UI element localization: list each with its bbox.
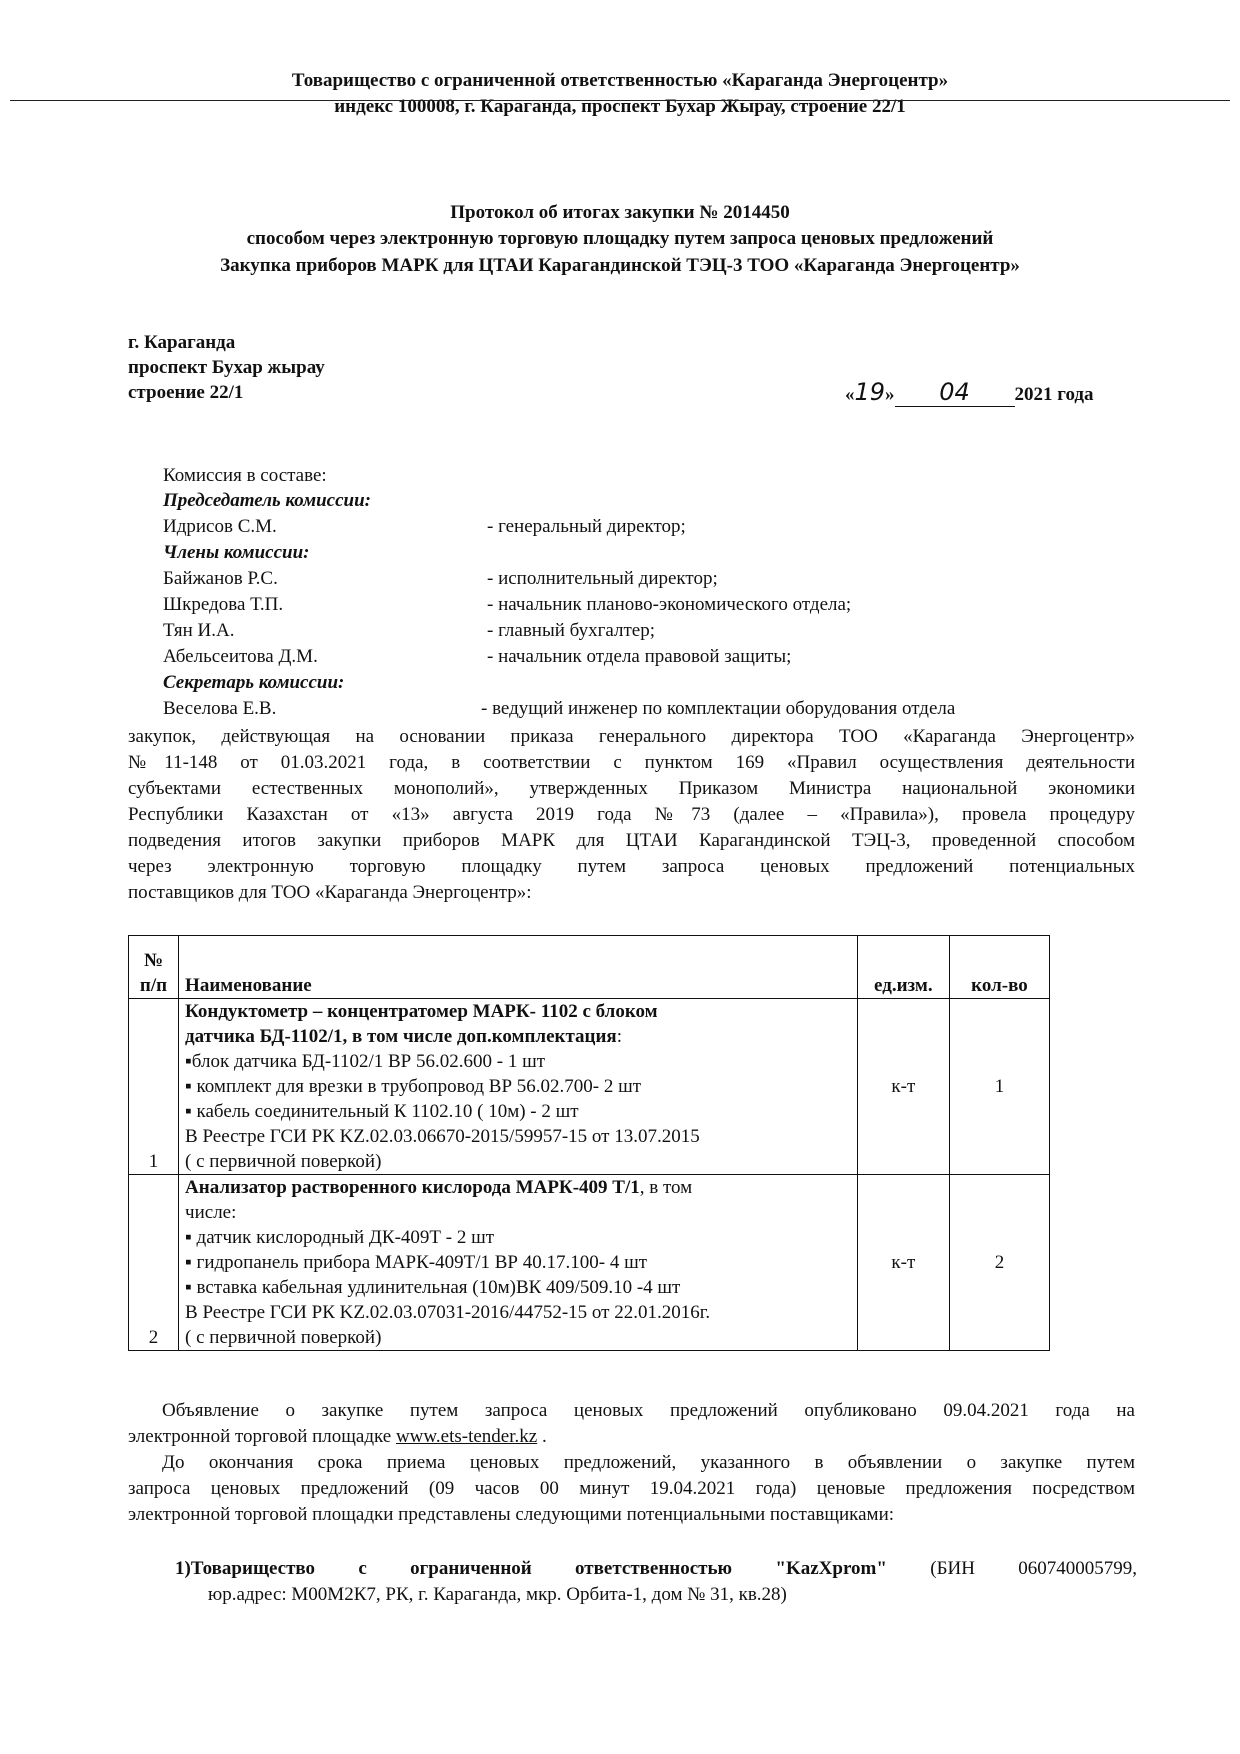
secretary-name: Веселова Е.В. xyxy=(163,698,277,719)
header-unit: ед.изм. xyxy=(857,936,949,999)
table-row xyxy=(129,999,1050,1175)
supplier-item xyxy=(175,1556,1137,1581)
chair-name: Идрисов С.М. xyxy=(163,516,277,537)
date-year: 2021 года xyxy=(1014,384,1094,405)
item-detail: ▪ датчик кислородный ДК-409Т - 2 шт xyxy=(185,1227,495,1248)
row-num: 2 xyxy=(129,1175,179,1351)
item-detail: ▪блок датчика БД-1102/1 ВР 56.02.600 - 1 шт xyxy=(185,1051,545,1072)
item-detail: ▪ комплект для врезки в трубопровод ВР 56.02.700- 2 шт xyxy=(185,1076,642,1097)
body-line: №11-148 от 01.03.2021 года, в соответствии с пунктом 169 «Правил осуществления деятельности xyxy=(128,752,1135,773)
chair-role: - генеральный директор; xyxy=(487,516,686,537)
body-line: через электронную торговую площадку путем запроса ценовых предложений потенциальных xyxy=(128,856,1135,877)
member-name: Абельсеитова Д.М. xyxy=(163,646,318,667)
deadline-line: До окончания срока приема ценовых предложений, указанного в объявлении о закупке путем xyxy=(162,1452,1135,1473)
item-title-tail: , в том xyxy=(639,1177,693,1198)
member-name: Шкредова Т.П. xyxy=(163,594,284,615)
item-detail: ( с первичной поверкой) xyxy=(185,1151,382,1172)
member-name: Байжанов Р.С. xyxy=(163,568,278,589)
body-line: субъектами естественных монополий», утвержденных Приказом Министра национальной экономики xyxy=(128,778,1135,799)
body-line: подведения итогов закупки приборов МАРК для ЦТАИ Карагандинской ТЭЦ-3, проведенной способом xyxy=(128,830,1135,851)
body-line: закупок, действующая на основании приказа генерального директора ТОО «Караганда Энергоцентр» xyxy=(128,726,1135,747)
date-day: 19 xyxy=(854,378,886,406)
announcement-line: электронной торговой площадке www.ets-tender.kz . xyxy=(128,1426,547,1447)
header-name: Наименование xyxy=(179,936,858,999)
header-num: № п/п xyxy=(129,936,179,999)
row-qty: 1 xyxy=(949,999,1049,1175)
item-title: Кондуктометр – концентратомер МАРК- 1102 с блоком xyxy=(185,1001,658,1022)
table-row xyxy=(129,1175,1050,1351)
header-rule xyxy=(10,100,1230,101)
protocol-title: Протокол об итогах закупки № 2014450 xyxy=(450,202,790,223)
member-name: Тян И.А. xyxy=(163,620,235,641)
supplier-name: 1)Товарищество с ограниченной ответственностью "KazXprom" xyxy=(175,1558,887,1579)
item-detail: ▪ гидропанель прибора МАРК-409Т/1 ВР 40.17.100- 4 шт xyxy=(185,1252,648,1273)
row-num: 1 xyxy=(129,999,179,1175)
location-street: проспект Бухар жырау xyxy=(128,357,325,378)
protocol-date xyxy=(845,378,1094,407)
item-detail: В Реестре ГСИ РК KZ.02.03.07031-2016/44752-15 от 22.01.2016г. xyxy=(185,1302,711,1323)
row-name xyxy=(179,999,858,1175)
item-title-cont: датчика БД-1102/1, в том числе доп.комплектация xyxy=(185,1026,617,1047)
protocol-subject: Закупка приборов МАРК для ЦТАИ Карагандинской ТЭЦ-3 ТОО «Караганда Энергоцентр» xyxy=(220,255,1020,276)
company-header: Товарищество с ограниченной ответственностью «Караганда Энергоцентр» xyxy=(291,70,949,91)
header-qty: кол-во xyxy=(949,936,1049,999)
deadline-line: электронной торговой площадки представлены следующими потенциальными поставщиками: xyxy=(128,1504,895,1525)
item-detail: ▪ вставка кабельная удлинительная (10м)ВК 409/509.10 -4 шт xyxy=(185,1277,681,1298)
ets-tender-link[interactable]: www.ets-tender.kz xyxy=(395,1426,538,1447)
commission-intro: Комиссия в составе: xyxy=(163,465,327,486)
table-header-row xyxy=(129,936,1050,999)
supplier-address: юр.адрес: М00М2К7, РК, г. Караганда, мкр. Орбита-1, дом № 31, кв.28) xyxy=(208,1584,787,1605)
chair-label: Председатель комиссии: xyxy=(163,490,371,511)
members-label: Члены комиссии: xyxy=(163,542,310,563)
item-detail: В Реестре ГСИ РК KZ.02.03.06670-2015/59957-15 от 13.07.2015 xyxy=(185,1126,700,1147)
location-building: строение 22/1 xyxy=(128,382,244,403)
body-line: Республики Казахстан от «13» августа 2019 года №73 (далее – «Правила»), провела процедуру xyxy=(128,804,1135,825)
body-line: поставщиков для ТОО «Караганда Энергоцентр»: xyxy=(128,882,532,903)
date-close-quote: » xyxy=(885,384,895,405)
row-unit: к-т xyxy=(857,999,949,1175)
member-role: - начальник отдела правовой защиты; xyxy=(487,646,792,667)
item-title-cont: числе: xyxy=(185,1202,237,1223)
items-table xyxy=(128,935,1050,1351)
supplier-bin: (БИН 060740005799, xyxy=(886,1558,1138,1579)
row-unit: к-т xyxy=(857,1175,949,1351)
location-city: г. Караганда xyxy=(128,332,236,353)
row-qty: 2 xyxy=(949,1175,1049,1351)
secretary-role: - ведущий инженер по комплектации оборудования отдела xyxy=(481,698,956,719)
date-month: 04 xyxy=(939,378,970,406)
member-role: - начальник планово-экономического отдела; xyxy=(487,594,852,615)
deadline-line: запроса ценовых предложений (09 часов 00 минут 19.04.2021 года) ценовые предложения посредством xyxy=(128,1478,1135,1499)
row-name xyxy=(179,1175,858,1351)
announcement-line: Объявление о закупке путем запроса ценовых предложений опубликовано 09.04.2021 года на xyxy=(162,1400,1135,1421)
protocol-method: способом через электронную торговую площадку путем запроса ценовых предложений xyxy=(246,228,994,249)
company-address: индекс 100008, г. Караганда, проспект Бухар Жырау, строение 22/1 xyxy=(334,96,906,117)
member-role: - исполнительный директор; xyxy=(487,568,718,589)
item-title: Анализатор растворенного кислорода МАРК-409 Т/1 xyxy=(185,1177,640,1198)
item-detail: ( с первичной поверкой) xyxy=(185,1327,382,1348)
member-role: - главный бухгалтер; xyxy=(487,620,655,641)
item-detail: ▪ кабель соединительный К 1102.10 ( 10м) - 2 шт xyxy=(185,1101,579,1122)
date-open-quote: « xyxy=(845,384,855,405)
secretary-label: Секретарь комиссии: xyxy=(163,672,345,693)
item-title-tail: : xyxy=(616,1026,622,1047)
